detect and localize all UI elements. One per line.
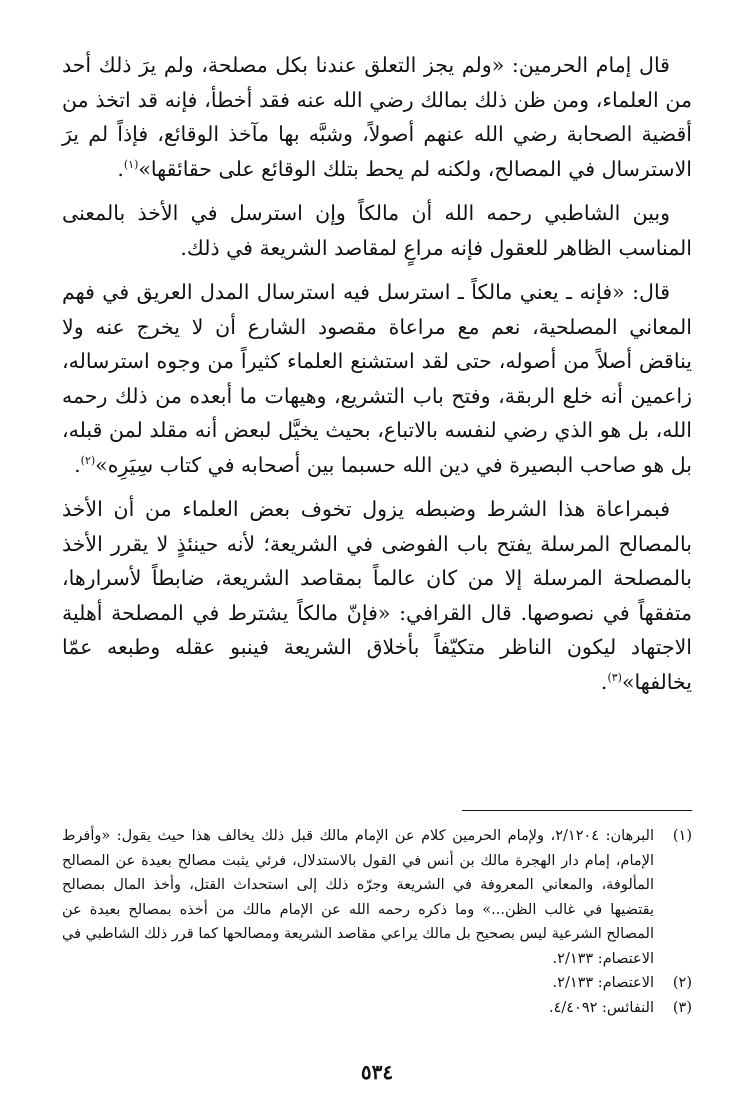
footnote-item [62,971,692,996]
footnote-marker: (٣) [607,670,622,684]
footnote-number: (٣) [672,999,692,1016]
footnote-text: البرهان: ٢/١٢٠٤، ولإمام الحرمين كلام عن الإمام مالك قبل ذلك يخالف هذا حيث يقول: «وأفرط الإمام، إمام دار الهجرة مالك بن أنس في القول بالاستدلال، فرئي يثبت مصالح بعيدة عن المصالح المألوفة، والمعاني المعروفة في الشريعة وجرّه ذلك إلى استحداث القتل، وأخذ المال بمصالح يقتضيها في غالب الظن...» وما ذكره رحمه الله عن الإمام مالك من أخذه بمصالح بعيدة عن المصالح الشرعية ليس بصحيح بل مالك يراعي مقاصد الشريعة ومصالحها كما قرر ذلك الشاطبي في الاعتصام: ٢/١٣٣. [62,828,654,967]
paragraph [62,196,692,265]
paragraph-tail: . [117,156,124,181]
paragraph-text: قال إمام الحرمين: «ولم يجز التعلق عندنا بكل مصلحة، ولم يرَ ذلك أحد من العلماء، ومن ظن ذلك بمالك رضي الله عنه فقد أخطأ، فإنه قد اتخذ من أقضية الصحابة رضي الله عنهم أصولاً، وشبَّه بها مآخذ الوقائع، فإذاً لم يرَ الاسترسال في المصالح، ولكنه لم يحط بتلك الوقائع على حقائقها» [62,53,692,181]
footnote-text: النفائس: ٤/٤٠٩٢. [548,999,654,1016]
paragraph [62,48,692,186]
paragraph [62,492,692,699]
paragraph-text: وبين الشاطبي رحمه الله أن مالكاً وإن استرسل في الأخذ بالمعنى المناسب الظاهر للعقول فإنه مراعٍ لمقاصد الشريعة في ذلك. [62,201,692,260]
footnote-item [62,996,692,1021]
paragraph-tail: . [74,452,81,477]
paragraph-tail: . [600,669,608,694]
footnote-marker: (٢) [80,453,96,467]
footnote-text: الاعتصام: ٢/١٣٣. [552,975,654,991]
footnote-separator [462,810,692,811]
footnote-number: (٢) [672,975,692,991]
footnote-marker: (١) [123,157,139,171]
footnote-item [62,824,692,971]
paragraph [62,275,692,482]
footnotes [62,824,692,1020]
book-page [62,40,692,1084]
paragraph-text: فبمراعاة هذا الشرط وضبطه يزول تخوف بعض العلماء من أن الأخذ بالمصالح المرسلة يفتح باب الفوضى في الشريعة؛ لأنه حينئذٍ لا يقرر الأخذ بالمصلحة المرسلة إلا من كان عالماً بمقاصد الشريعة، ضابطاً لأسرارها، متفقهاً في نصوصها. قال القرافي: «فإنّ مالكاً يشترط في المصلحة أهلية الاجتهاد ليكون الناظر متكيّفاً بأخلاق الشريعة فينبو عقله وطبعه عمّا يخالفها» [62,497,692,694]
footnote-number: (١) [672,828,692,844]
main-text [62,48,692,699]
paragraph-text: قال: «فإنه ـ يعني مالكاً ـ استرسل فيه استرسال المدل العريق في فهم المعاني المصلحية، نعم مع مراعاة مقصود الشارع أن لا يخرج عنه ولا يناقض أصلاً من أصوله، حتى لقد استشنع العلماء كثيراً من وجوه استرساله، زاعمين أنه خلع الربقة، وفتح باب التشريع، وهيهات ما أبعده من ذلك رحمه الله، بل هو الذي رضي لنفسه بالاتباع، بحيث يخيَّل لبعض أنه مقلد لمن قبله، بل هو صاحب البصيرة في دين الله حسبما بين أصحابه في كتاب سِيَرِه» [62,280,692,477]
page-number: ٥٣٤ [360,1060,394,1084]
